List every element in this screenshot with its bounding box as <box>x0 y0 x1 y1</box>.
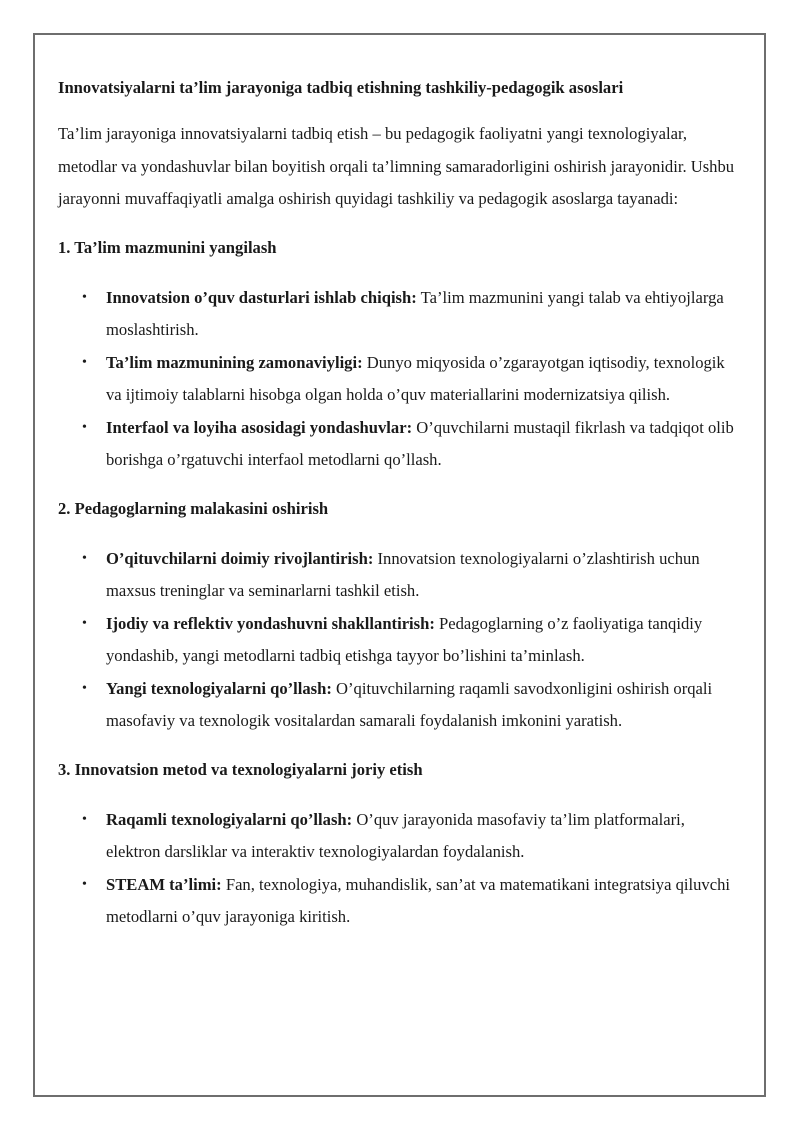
list-item <box>58 673 740 738</box>
list-item <box>58 804 740 869</box>
section-2-list <box>58 543 740 738</box>
item-text: O’qituvchilarning raqamli savodxonligini oshirish orqali masofaviy va texnologik vositalardan samarali foydalanish imkonini yaratish. <box>106 678 713 730</box>
list-item <box>58 347 740 412</box>
list-item <box>58 543 740 608</box>
section-heading-3: 3. Innovatsion metod va texnologiyalarni joriy etish <box>58 759 423 779</box>
item-text: Dunyo miqyosida o’zgarayotgan iqtisodiy, texnologik va ijtimoiy talablarni hisobga olgan holda o’quv materiallarini modernizatsiya qilish. <box>106 352 725 404</box>
document-body <box>58 72 740 950</box>
item-term: Innovatsion o’quv dasturlari ishlab chiqish: <box>106 287 417 307</box>
item-term: STEAM ta’limi: <box>106 874 222 894</box>
item-text: Ta’lim mazmunini yangi talab va ehtiyojlarga moslashtirish. <box>106 287 724 339</box>
list-item <box>58 608 740 673</box>
list-item <box>58 869 740 934</box>
item-term: Ijodiy va reflektiv yondashuvni shakllantirish: <box>106 613 435 633</box>
list-item <box>58 412 740 477</box>
bullet-icon: • <box>82 811 87 827</box>
intro-paragraph: Ta’lim jarayoniga innovatsiyalarni tadbiq etish – bu pedagogik faoliyatni yangi texnologiyalar, metodlar va yondashuvlar bilan boyitish orqali ta’limning samaradorligini oshirish jarayonidir. Ushbu jarayonni muvaffaqiyatli amalga oshirish quyidagi tashkiliy va pedagogik asoslarga tayanadi: <box>58 124 735 208</box>
section-heading-1: 1. Ta’lim mazmunini yangilash <box>58 237 277 257</box>
section-3-list <box>58 804 740 934</box>
item-term: Yangi texnologiyalarni qo’llash: <box>106 678 332 698</box>
item-text: Pedagoglarning o’z faoliyatiga tanqidiy yondashib, yangi metodlarni tadbiq etishga tayyor bo’lishini ta’minlash. <box>106 613 703 665</box>
item-text: O’quv jarayonida masofaviy ta’lim platformalari, elektron darsliklar va interaktiv texnologiyalardan foydalanish. <box>106 809 685 861</box>
item-term: Raqamli texnologiyalarni qo’llash: <box>106 809 353 829</box>
item-term: Interfaol va loyiha asosidagi yondashuvlar: <box>106 417 413 437</box>
list-item <box>58 282 740 347</box>
item-term: O’qituvchilarni doimiy rivojlantirish: <box>106 548 374 568</box>
bullet-icon: • <box>82 550 87 566</box>
bullet-icon: • <box>82 680 87 696</box>
document-title: Innovatsiyalarni ta’lim jarayoniga tadbiq etishning tashkiliy-pedagogik asoslari <box>58 78 624 97</box>
item-term: Ta’lim mazmunining zamonaviyligi: <box>106 352 363 372</box>
bullet-icon: • <box>82 354 87 370</box>
bullet-icon: • <box>82 615 87 631</box>
item-text: Innovatsion texnologiyalarni o’zlashtirish uchun maxsus treninglar va seminarlarni tashkil etish. <box>106 548 700 600</box>
bullet-icon: • <box>82 289 87 305</box>
item-text: O’quvchilarni mustaqil fikrlash va tadqiqot olib borishga o’rgatuvchi interfaol metodlarni qo’llash. <box>106 417 734 469</box>
bullet-icon: • <box>82 876 87 892</box>
item-text: Fan, texnologiya, muhandislik, san’at va matematikani integratsiya qiluvchi metodlarni o’quv jarayoniga kiritish. <box>106 874 730 926</box>
section-1-list <box>58 282 740 477</box>
section-heading-2: 2. Pedagoglarning malakasini oshirish <box>58 498 329 518</box>
bullet-icon: • <box>82 419 87 435</box>
